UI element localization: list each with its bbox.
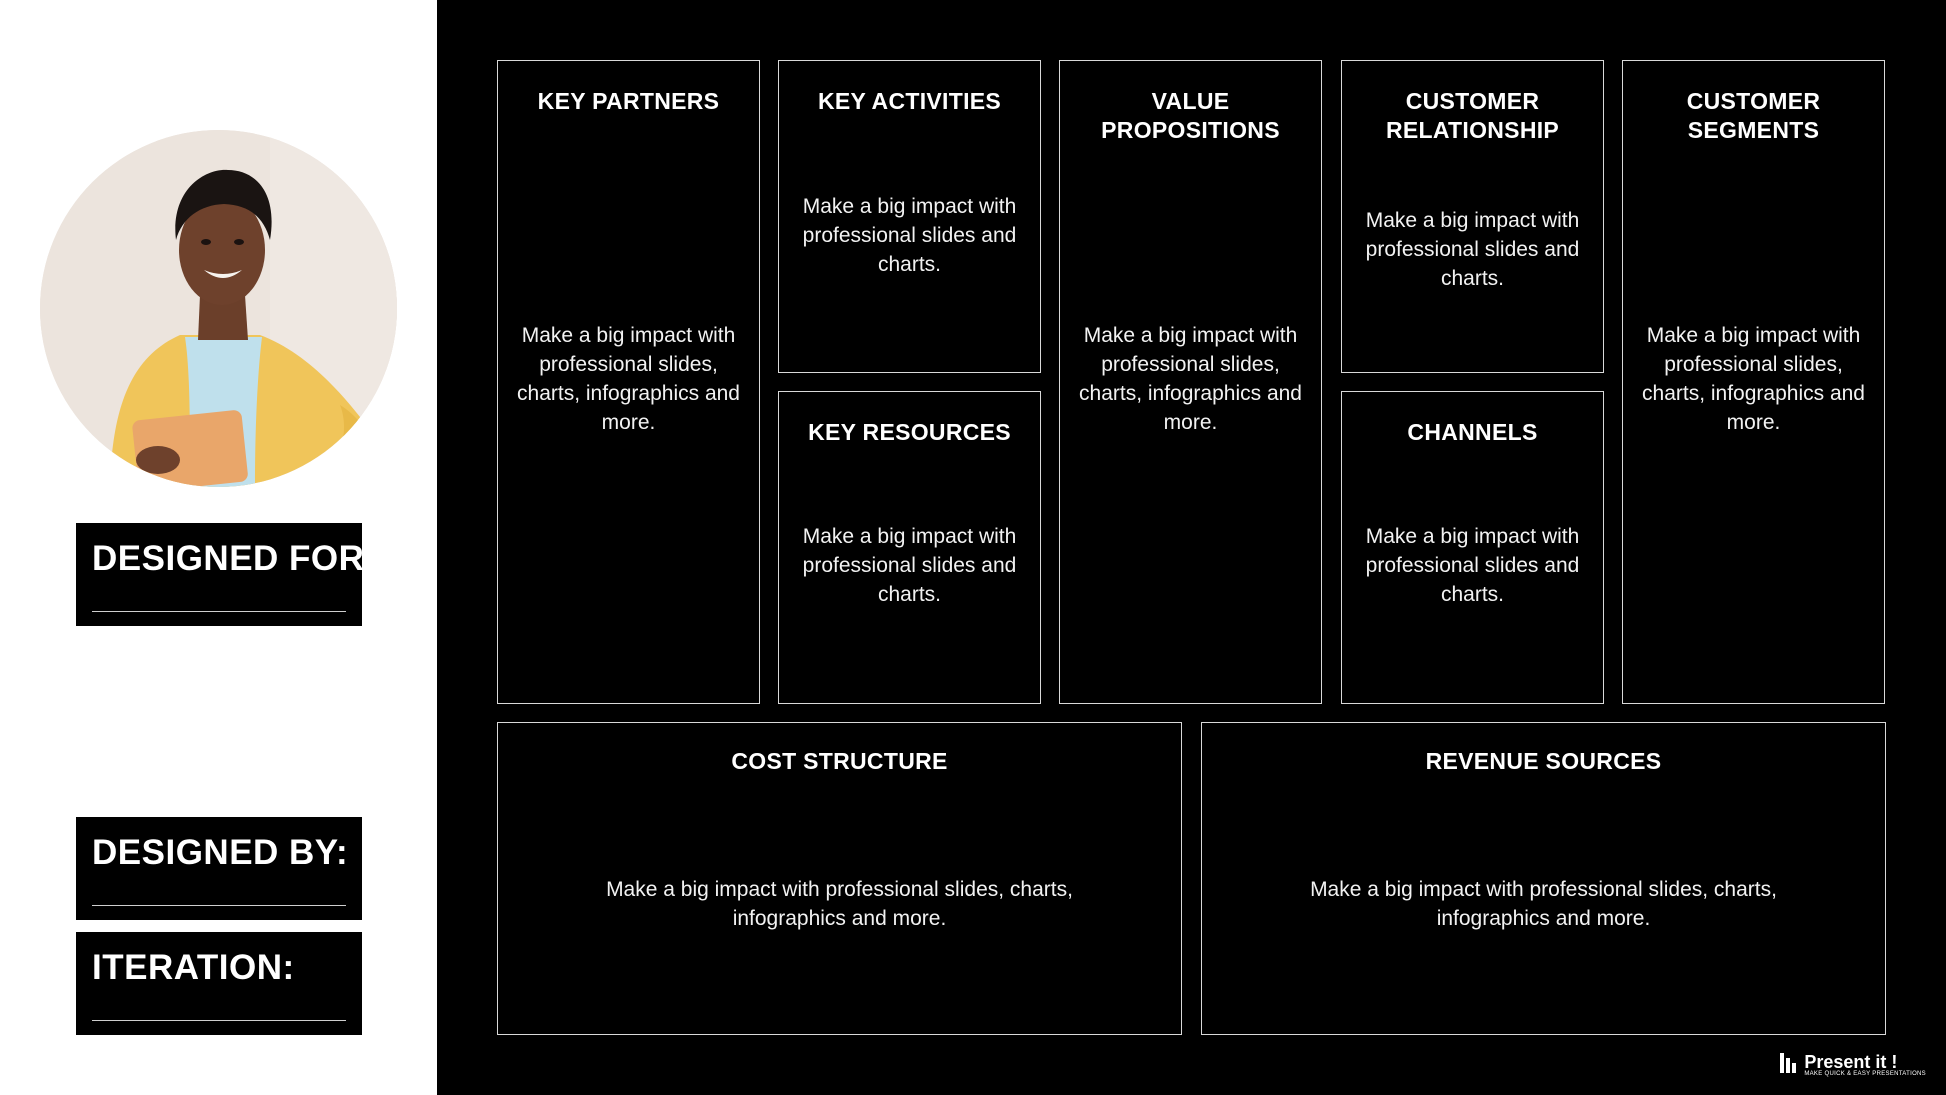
key-activities-title: KEY ACTIVITIES	[817, 88, 1002, 114]
left-panel	[0, 0, 437, 1095]
revenue-sources-body: Make a big impact with professional slides, charts, infographics and more.	[1310, 878, 1777, 930]
person-illustration	[40, 130, 397, 487]
customer-relationship-title: CUSTOMER RELATIONSHIP	[1385, 88, 1560, 143]
designed-for-box	[76, 523, 377, 626]
designed-for-input-line[interactable]	[92, 611, 346, 612]
customer-segments-title: CUSTOMER SEGMENTS	[1686, 88, 1821, 143]
key-activities-cell	[778, 60, 1041, 373]
key-activities-body: Make a big impact with professional slides and charts.	[802, 195, 1017, 276]
value-propositions-cell	[1059, 60, 1322, 704]
cost-structure-cell	[497, 722, 1182, 1035]
key-resources-body: Make a big impact with professional slides and charts.	[802, 525, 1017, 606]
key-partners-title: KEY PARTNERS	[537, 88, 720, 114]
channels-cell	[1341, 391, 1604, 704]
value-propositions-title: VALUE PROPOSITIONS	[1101, 88, 1280, 143]
customer-relationship-body: Make a big impact with professional slides and charts.	[1365, 209, 1580, 290]
present-it-logo	[1780, 1052, 1926, 1077]
channels-title: CHANNELS	[1407, 419, 1538, 445]
key-resources-cell	[778, 391, 1041, 704]
designed-by-box	[76, 817, 362, 920]
channels-body: Make a big impact with professional slides and charts.	[1365, 525, 1580, 606]
key-resources-title: KEY RESOURCES	[808, 419, 1011, 445]
customer-relationship-cell	[1341, 60, 1604, 373]
customer-segments-cell	[1622, 60, 1885, 704]
cost-structure-body: Make a big impact with professional slides, charts, infographics and more.	[606, 878, 1073, 930]
business-model-canvas	[437, 0, 1946, 1095]
designed-by-input-line[interactable]	[92, 905, 346, 906]
logo-name: Present it !	[1804, 1052, 1898, 1072]
revenue-sources-title: REVENUE SOURCES	[1425, 748, 1662, 774]
profile-photo	[40, 130, 397, 487]
value-propositions-body: Make a big impact with professional slides, charts, infographics and more.	[1079, 324, 1302, 434]
designed-by-label: DESIGNED BY:	[92, 833, 349, 872]
bar-chart-icon	[1780, 1053, 1800, 1073]
cost-structure-title: COST STRUCTURE	[731, 748, 948, 774]
iteration-input-line[interactable]	[92, 1020, 346, 1021]
iteration-box	[76, 932, 362, 1035]
logo-tagline: MAKE QUICK & EASY PRESENTATIONS	[1804, 1071, 1926, 1077]
revenue-sources-cell	[1201, 722, 1886, 1035]
iteration-label: ITERATION:	[92, 948, 295, 987]
key-partners-cell	[497, 60, 760, 704]
customer-segments-body: Make a big impact with professional slides, charts, infographics and more.	[1642, 324, 1865, 434]
designed-for-label: DESIGNED FOR:	[92, 539, 377, 578]
key-partners-body: Make a big impact with professional slides, charts, infographics and more.	[517, 324, 740, 434]
